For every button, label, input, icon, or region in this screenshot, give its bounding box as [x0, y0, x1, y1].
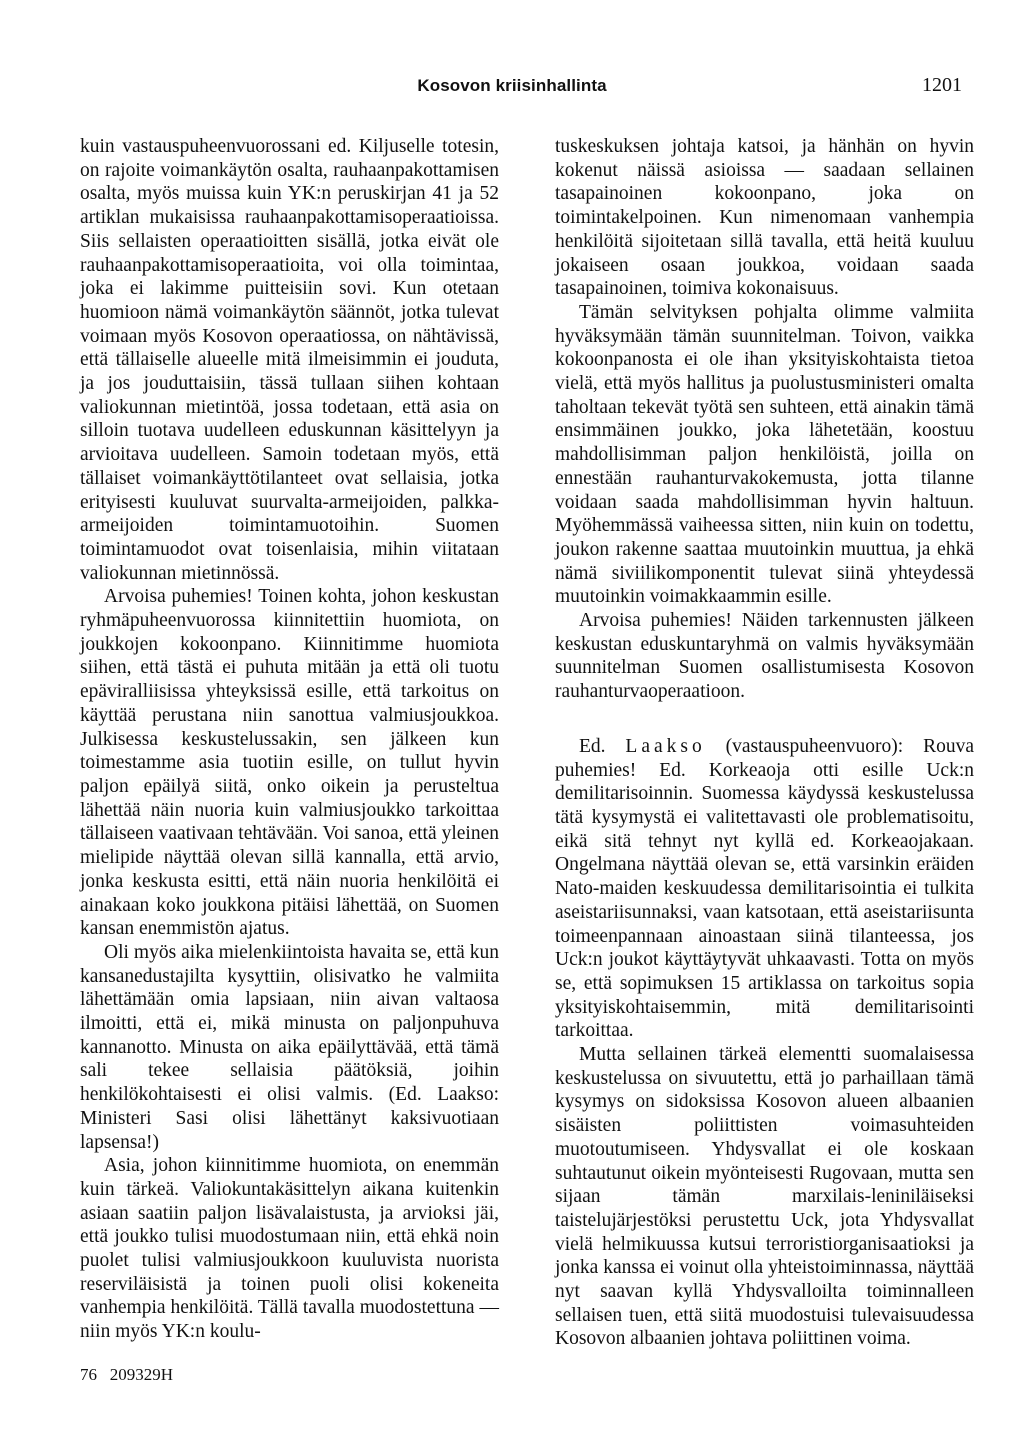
- paragraph: Asia, johon kiinnitimme huomiota, on enemmän kuin tärkeä. Valiokuntakäsittelyn aikana kuitenkin asiaan saatiin paljon lisävalaistusta, ja arvioksi jäi, että joukko tulisi muodostumaan niin, että ehkä noin puolet tulisi valmiusjoukkoon kuuluvista nuorista reserviläisistä ja toinen puoli olisi kokeneita vanhempia henkilöitä. Tällä tavalla muodostettuna — niin myös YK:n koulu-: [80, 1155, 499, 1343]
- speaker-paragraph: [555, 735, 974, 1043]
- paragraph: Arvoisa puhemies! Näiden tarkennusten jälkeen keskustan eduskuntaryhmä on valmis hyväksymään suunnitelman Suomen osallistumisesta Kosovon rauhanturvaoperaatioon.: [555, 610, 974, 703]
- right-column: [555, 135, 974, 1351]
- speaker-prefix: Ed.: [579, 735, 626, 757]
- paragraph: Arvoisa puhemies! Toinen kohta, johon keskustan ryhmäpuheenvuorossa kiinnitettiin huomiota, on joukkojen kokoonpano. Kiinnitimme huomiota siihen, että tästä ei puhuta mitään ja että oli tuotu epäviralliisissa yhteyksissä esille, että tarkoitus on käyttää perustana niin sanottua valmiusjoukkoa. Julkisessa keskustelussakin, sen jälkeen kun toimestamme asia tuotiin esille, on tullut hyvin paljon epäilyä siitä, onko oikein ja perusteltua lähettää näin nuoria kuin valmiusjoukko tarkoittaa tällaiseen vaativaan tehtävään. Voi sanoa, että yleinen mielipide näyttää olevan sillä kannalla, että arvio, jonka keskusta esitti, että näin nuoria henkilöitä ei ainakaan koko joukkona pitäisi lähettää, on Suomen kansan enemmistön ajatus.: [80, 586, 499, 940]
- paragraph: Oli myös aika mielenkiintoista havaita se, että kun kansanedustajilta kysyttiin, olisivatko he valmiita lähettämään omia lapsiaan, niin aivan valtaosa ilmoitti, että ei, mikä minusta on paljonpuhuva kannanotto. Minusta on aika epäilyttävää, että tämä sali tekee sellaisia päätöksiä, joihin henkilökohtaisesti ei olisi valmis. (Ed. Laakso: Ministeri Sasi olisi lähettänyt kaksivuotiaan lapsensa!): [80, 941, 499, 1153]
- paragraph: kuin vastauspuheenvuorossani ed. Kiljuselle totesin, on rajoite voimankäytön osalta, rauhaanpakottamisen osalta, myös muissa kuin YK:n peruskirjan 41 ja 52 artiklan mukaisissa rauhaanpakottamisoperaatioissa. Siis sellaisten operaatioitten sisällä, jotka eivät ole rauhaanpakottamisoperaatioita, voi olla toimintaa, joka ei lakimme puitteisiin sovi. Kun otetaan huomioon nämä voimankäytön säännöt, jotka tulevat voimaan myös Kosovon operaatiossa, on nähtävissä, että tällaiselle alueelle mitä ilmeisimmin ei jouduta, ja jos jouduttaisiin, tässä tullaan siihen kohtaan valiokunnan mietintöä, jossa todetaan, että asia on silloin tuotava uudelleen eduskunnan käsittelyyn ja arvioitava uudelleen. Samoin todetaan myös, että tällaiset voimankäyttötilanteet ovat sellaisia, jotka erityisesti kuuluvat suurvalta-armeijoiden, palkka-armeijoiden toimintamuotoihin. Suomen toimintamuodot ovat toisenlaisia, mihin viitataan valiokunnan mietinnössä.: [80, 136, 499, 584]
- paragraph: Tämän selvityksen pohjalta olimme valmiita hyväksymään tämän suunnitelman. Toivon, vaikka kokoonpanosta ei ole ihan yksityiskohtaista tietoa vielä, että myös hallitus ja puolustusministeri omalta taholtaan tekevät työtä sen suhteen, että ainakin tämä ensimmäinen joukko, joka lähetetään, koostuu mahdollisimman paljon henkilöistä, joilla on ennestään rauhanturvakokemusta, jotta tilanne voidaan saada mahdollisimman hyvin haltuun. Myöhemmässä vaiheessa sitten, niin kuin on todettu, joukon rakenne saattaa muutoinkin muuttua, ja ehkä nämä siviilikomponentit tulevat siinä yhteydessä muutoinkin voimakkaammin esille.: [555, 301, 974, 608]
- footer-code: 76 209329H: [80, 1365, 174, 1384]
- paragraph: Mutta sellainen tärkeä elementti suomalaisessa keskustelussa on sivuutettu, että jo parhaillaan tämä kysymys on sidoksissa Kosovon alueen albaanien sisäisten poliittisten voimasuhteiden muotoutumiseen. Yhdysvallat ei ole koskaan suhtautunut oikein myönteisesti Rugovaan, mutta sen sijaan tämän marxilais-leniniläiseksi taistelujärjestöksi perustettu Uck, jota Yhdysvallat vielä helmikuussa kutsui terroristiorganisaatioksi ja jonka kanssa ei voinut olla yhteistoiminnassa, näyttää nyt saavan kyllä Yhdysvalloilta toiminnalleen sellaisen tuen, että siitä muodostuisi tulevaisuudessa Kosovon albaanien johtava poliittinen voima.: [555, 1044, 974, 1350]
- paragraph: tuskeskuksen johtaja katsoi, ja hänhän on hyvin kokenut näissä asioissa — saadaan sellainen tasapainoinen kokoonpano, joka on toimintakelpoinen. Kun nimenomaan vanhempia henkilöitä sijoitetaan sillä tavalla, että heitä kuuluu jokaiseen osaan joukkoa, voidaan saada tasapainoinen, toimiva kokonaisuus.: [555, 136, 974, 300]
- page-header: [0, 76, 1024, 106]
- page-number: 1201: [922, 74, 962, 96]
- speaker-name: Laakso: [625, 735, 706, 757]
- speech-text: (vastauspuheenvuoro): Rouva puhemies! Ed. Korkeaoja otti esille Uck:n demilitarisoinnin. Suomessa käydyssä keskustelussa tätä kysymystä ei valitettavasti ole problematisoitu, eikä sitä tehnyt nyt kyllä ed. Korkeaojakaan. Ongelmana näyttää olevan se, että varsinkin eräiden Nato-maiden keskuudessa demilitarisointia ei tulkita aseistariisunnaksi, vaan katsotaan, että aseistariisunta toimeenpannaan ainoastaan siinä tilanteessa, jos Uck:n joukot käyttäytyvät uhkaavasti. Totta on myös se, että sopimuksen 15 artiklassa on tarkoitus sopia yksityiskohtaisemmin, mitä demilitarisointi tarkoittaa.: [555, 735, 974, 1042]
- running-title: Kosovon kriisinhallinta: [417, 76, 607, 95]
- left-column: [80, 135, 499, 1344]
